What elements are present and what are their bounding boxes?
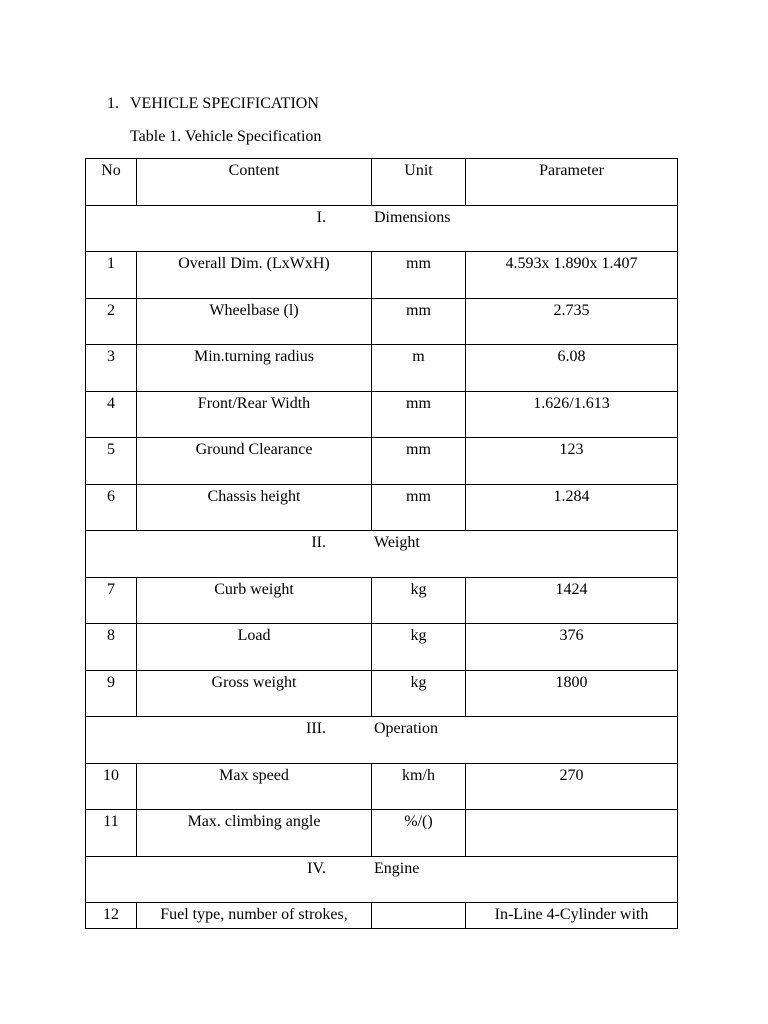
table-row <box>86 903 678 929</box>
cell-unit: mm <box>372 252 466 299</box>
cell-unit: mm <box>372 391 466 438</box>
cell-content: Overall Dim. (LxWxH) <box>137 252 372 299</box>
cell-no: 5 <box>86 438 137 485</box>
section-cell <box>86 856 678 903</box>
cell-unit: mm <box>372 438 466 485</box>
table-row <box>86 438 678 485</box>
cell-parameter: 1.626/1.613 <box>466 391 678 438</box>
cell-parameter: 6.08 <box>466 345 678 392</box>
cell-parameter: 1800 <box>466 670 678 717</box>
cell-content: Ground Clearance <box>137 438 372 485</box>
cell-unit: mm <box>372 298 466 345</box>
cell-content: Gross weight <box>137 670 372 717</box>
cell-parameter: 4.593x 1.890x 1.407 <box>466 252 678 299</box>
section-row <box>86 856 678 903</box>
header-content: Content <box>137 159 372 206</box>
table-row <box>86 484 678 531</box>
cell-unit: %/() <box>372 810 466 857</box>
table-row <box>86 810 678 857</box>
table-row <box>86 624 678 671</box>
cell-parameter: In-Line 4-Cylinder with <box>466 903 678 929</box>
section-heading <box>107 94 319 114</box>
cell-no: 7 <box>86 577 137 624</box>
table-row <box>86 252 678 299</box>
section-title: Weight <box>374 534 420 551</box>
section-title: Engine <box>374 859 420 877</box>
section-title: Dimensions <box>374 208 451 226</box>
cell-no: 11 <box>86 810 137 857</box>
cell-parameter: 123 <box>466 438 678 485</box>
section-roman: IV. <box>307 859 326 877</box>
cell-content: Min.turning radius <box>137 345 372 392</box>
table-row <box>86 577 678 624</box>
cell-content: Front/Rear Width <box>137 391 372 438</box>
header-no: No <box>86 159 137 206</box>
cell-content: Fuel type, number of strokes, <box>137 903 372 929</box>
cell-parameter: 376 <box>466 624 678 671</box>
cell-content: Wheelbase (l) <box>137 298 372 345</box>
cell-parameter: 270 <box>466 763 678 810</box>
cell-parameter: 1424 <box>466 577 678 624</box>
section-row <box>86 717 678 764</box>
header-unit: Unit <box>372 159 466 206</box>
cell-no: 10 <box>86 763 137 810</box>
cell-unit: m <box>372 345 466 392</box>
cell-parameter <box>466 810 678 857</box>
cell-content: Load <box>137 624 372 671</box>
cell-content: Max. climbing angle <box>137 810 372 857</box>
table-row <box>86 391 678 438</box>
cell-unit: mm <box>372 484 466 531</box>
cell-no: 12 <box>86 903 137 929</box>
cell-unit: kg <box>372 670 466 717</box>
cell-no: 9 <box>86 670 137 717</box>
cell-no: 8 <box>86 624 137 671</box>
section-title: Operation <box>374 720 438 737</box>
cell-content: Chassis height <box>137 484 372 531</box>
table-caption: Table 1. Vehicle Specification <box>130 128 322 145</box>
section-cell <box>86 205 678 252</box>
cell-no: 2 <box>86 298 137 345</box>
section-cell <box>86 717 678 764</box>
vehicle-spec-table <box>85 158 678 929</box>
table-row <box>86 345 678 392</box>
cell-no: 4 <box>86 391 137 438</box>
cell-unit: kg <box>372 624 466 671</box>
section-row <box>86 531 678 578</box>
cell-unit: km/h <box>372 763 466 810</box>
cell-content: Max speed <box>137 763 372 810</box>
cell-parameter: 1.284 <box>466 484 678 531</box>
cell-unit: kg <box>372 577 466 624</box>
cell-no: 6 <box>86 484 137 531</box>
cell-content: Curb weight <box>137 577 372 624</box>
cell-unit <box>372 903 466 929</box>
table-row <box>86 763 678 810</box>
section-number: 1. <box>107 95 119 112</box>
section-cell <box>86 531 678 578</box>
table-header-row <box>86 159 678 206</box>
cell-no: 3 <box>86 345 137 392</box>
section-roman: III. <box>306 720 326 737</box>
table-row <box>86 298 678 345</box>
section-roman: II. <box>311 534 326 551</box>
table-row <box>86 670 678 717</box>
cell-no: 1 <box>86 252 137 299</box>
section-row <box>86 205 678 252</box>
section-title: VEHICLE SPECIFICATION <box>130 95 319 112</box>
header-parameter: Parameter <box>466 159 678 206</box>
section-roman: I. <box>316 208 326 226</box>
cell-parameter: 2.735 <box>466 298 678 345</box>
